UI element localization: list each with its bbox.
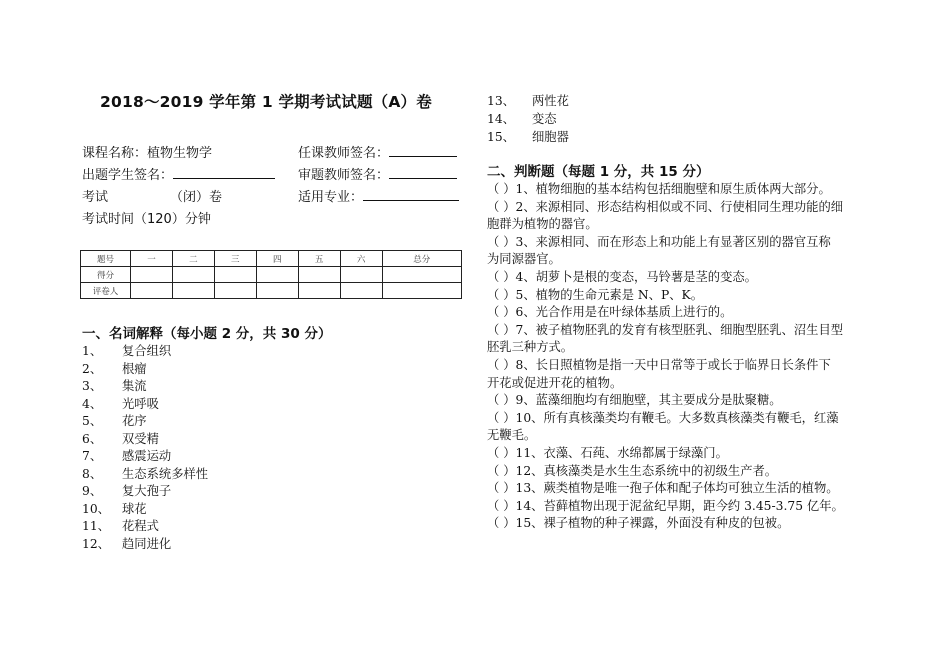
score-table-header-row <box>81 251 462 267</box>
header-cell: 五 <box>298 251 340 267</box>
item-text: 两性花 <box>532 94 569 108</box>
score-table <box>80 250 462 299</box>
question-line: （ ）15、裸子植物的种子裸露，外面没有种皮的包被。 <box>487 516 790 531</box>
course-name: 课程名称：植物生物学 <box>82 146 213 161</box>
exam-type: （闭）卷 <box>170 190 223 205</box>
score-cell[interactable] <box>214 267 256 283</box>
item-text: 趋同进化 <box>122 536 172 551</box>
list-item <box>82 464 208 482</box>
item-text: 集流 <box>122 379 147 393</box>
item-number: 13、 <box>487 94 515 108</box>
score-cell[interactable] <box>382 267 461 283</box>
item-number: 2、 <box>82 361 103 376</box>
question-line: 开花或促进开花的植物。 <box>487 375 623 390</box>
list-item <box>82 411 147 429</box>
grader-cell[interactable] <box>256 283 298 299</box>
question-line: （ ）6、光合作用是在叶绿体基质上进行的。 <box>487 305 733 320</box>
score-cell[interactable] <box>131 267 173 283</box>
score-cell[interactable] <box>340 267 382 283</box>
list-item <box>82 516 159 534</box>
list-item <box>82 359 147 377</box>
question-line: （ ）3、来源相同、而在形态上和功能上有显著区别的器官互称 <box>487 234 831 249</box>
item-text: 双受精 <box>122 431 159 446</box>
score-cell[interactable] <box>172 267 214 283</box>
list-item <box>82 394 159 412</box>
score-row <box>81 267 462 283</box>
item-number: 9、 <box>82 484 103 498</box>
header-cell: 二 <box>172 251 214 267</box>
section2-heading: 二、判断题（每题 1 分，共 15 分） <box>487 164 710 180</box>
teacher-sign-row <box>298 142 457 161</box>
question-line: 无鞭毛。 <box>487 428 537 443</box>
question-line: （ ）10、所有真核藻类均有鞭毛。大多数真核藻类有鞭毛，红藻 <box>487 410 839 425</box>
item-number: 10、 <box>82 501 110 516</box>
review-teacher-row <box>298 164 457 183</box>
item-text: 花程式 <box>122 519 159 533</box>
item-number: 11、 <box>82 519 110 533</box>
question-line: （ ）2、来源相同、形态结构相似或不同、行使相同生理功能的细 <box>487 199 844 214</box>
header-cell: 六 <box>340 251 382 267</box>
item-text: 变态 <box>532 112 557 126</box>
header-cell: 总分 <box>382 251 461 267</box>
teacher-sign-field[interactable] <box>389 144 457 157</box>
major-label: 适用专业： <box>298 190 364 205</box>
question-line: （ ）12、真核藻类是水生生态系统中的初级生产者。 <box>487 463 778 478</box>
question-line: （ ）8、长日照植物是指一天中日常等于或长于临界日长条件下 <box>487 358 831 372</box>
exam-title: 2018～2019 学年第 1 学期考试试题（A）卷 <box>100 93 432 111</box>
list-item <box>82 341 171 359</box>
exam-time: 考试时间（120）分钟 <box>82 212 211 227</box>
question-line: （ ）11、衣藻、石莼、水绵都属于绿藻门。 <box>487 446 728 460</box>
question-line: （ ）4、胡萝卜是根的变态，马铃薯是茎的变态。 <box>487 270 757 284</box>
question-line: （ ）1、植物细胞的基本结构包括细胞壁和原生质体两大部分。 <box>487 182 831 196</box>
question-line: （ ）14、苔藓植物出现于泥盆纪早期，距今约 3.45-3.75 亿年。 <box>487 498 844 513</box>
item-text: 复大孢子 <box>122 484 172 498</box>
header-cell: 一 <box>131 251 173 267</box>
major-field[interactable] <box>363 188 459 201</box>
question-line: （ ）13、蕨类植物是唯一孢子体和配子体均可独立生活的植物。 <box>487 481 839 496</box>
list-item <box>82 481 171 499</box>
grader-cell[interactable] <box>298 283 340 299</box>
item-text: 细胞器 <box>532 130 569 144</box>
item-text: 花序 <box>122 414 147 428</box>
header-cell: 三 <box>214 251 256 267</box>
question-student-sign-label: 出题学生签名： <box>82 168 174 183</box>
item-number: 8、 <box>82 466 103 481</box>
review-teacher-sign-field[interactable] <box>389 166 457 179</box>
question-line: 胞群为植物的器官。 <box>487 217 598 232</box>
review-teacher-sign-label: 审题教师签名： <box>298 168 390 183</box>
list-item <box>82 376 147 394</box>
item-text: 感震运动 <box>122 449 172 463</box>
item-number: 1、 <box>82 344 103 358</box>
major-row <box>298 186 459 205</box>
item-number: 15、 <box>487 130 515 144</box>
grader-cell[interactable] <box>172 283 214 299</box>
section1-heading: 一、名词解释（每小题 2 分，共 30 分） <box>82 326 332 342</box>
item-number: 5、 <box>82 414 103 428</box>
question-student-row <box>82 164 275 183</box>
question-line: 为同源器官。 <box>487 252 561 267</box>
grader-cell[interactable] <box>340 283 382 299</box>
question-line: （ ）7、被子植物胚乳的发育有核型胚乳、细胞型胚乳、沼生目型 <box>487 322 844 337</box>
score-cell[interactable] <box>298 267 340 283</box>
item-number: 6、 <box>82 431 103 446</box>
item-number: 3、 <box>82 379 103 393</box>
grader-cell[interactable] <box>131 283 173 299</box>
question-student-sign-field[interactable] <box>173 166 275 179</box>
item-text: 生态系统多样性 <box>122 466 209 481</box>
header-cell: 四 <box>256 251 298 267</box>
list-item <box>82 499 147 517</box>
item-text: 复合组织 <box>122 344 172 358</box>
list-item <box>487 127 569 145</box>
list-item <box>82 534 171 552</box>
item-number: 4、 <box>82 396 103 411</box>
question-line: 胚乳三种方式。 <box>487 340 574 355</box>
exam-label: 考试 <box>82 190 109 205</box>
question-line: （ ）5、植物的生命元素是 N、P、K。 <box>487 287 704 302</box>
list-item <box>487 91 569 109</box>
teacher-sign-label: 任课教师签名： <box>298 146 390 161</box>
score-cell[interactable] <box>256 267 298 283</box>
item-text: 光呼吸 <box>122 396 159 411</box>
item-number: 7、 <box>82 449 103 463</box>
row-label: 得分 <box>81 267 131 283</box>
item-text: 根瘤 <box>122 361 147 376</box>
row-label: 评卷人 <box>81 283 131 299</box>
header-cell: 题号 <box>81 251 131 267</box>
grader-cell[interactable] <box>214 283 256 299</box>
list-item <box>82 429 159 447</box>
item-number: 12、 <box>82 536 110 551</box>
item-text: 球花 <box>122 501 147 516</box>
list-item <box>82 446 171 464</box>
list-item <box>487 109 557 127</box>
question-line: （ ）9、蓝藻细胞均有细胞壁，其主要成分是肽聚糖。 <box>487 393 782 408</box>
item-number: 14、 <box>487 112 515 126</box>
grader-row <box>81 283 462 299</box>
grader-cell[interactable] <box>382 283 461 299</box>
